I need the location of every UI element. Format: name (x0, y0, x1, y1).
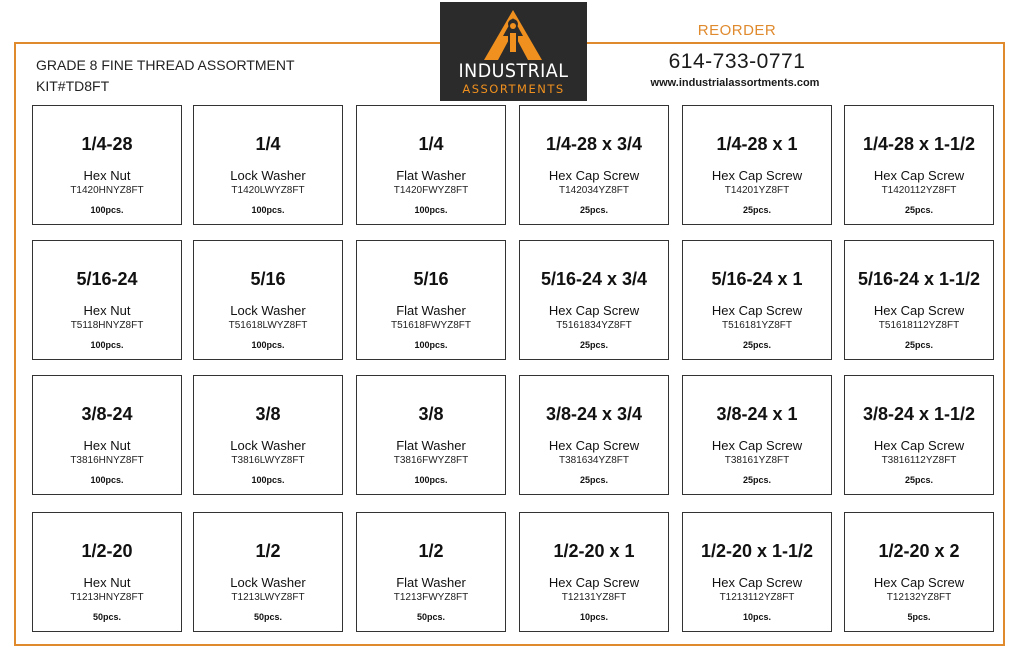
compartment-quantity: 50pcs. (416, 612, 446, 622)
compartment-card (32, 105, 182, 225)
compartment-type: Hex Cap Screw (873, 168, 965, 183)
reorder-website: www.industrialassortments.com (650, 77, 820, 89)
compartment-type: Hex Cap Screw (711, 168, 803, 183)
compartment-part-number: T3816LWYZ8FT (231, 455, 305, 466)
compartment-quantity: 25pcs. (579, 205, 609, 215)
compartment-part-number: T1213HNYZ8FT (70, 592, 144, 603)
compartment-quantity: 100pcs. (90, 340, 124, 350)
compartment-card (682, 105, 832, 225)
compartment-type: Hex Cap Screw (711, 303, 803, 318)
compartment-card (193, 512, 343, 632)
compartment-part-number: T1213LWYZ8FT (231, 592, 305, 603)
compartment-card (519, 240, 669, 360)
compartment-quantity: 100pcs. (414, 205, 448, 215)
compartment-part-number: T51618112YZ8FT (878, 320, 960, 331)
compartment-part-number: T12131YZ8FT (561, 592, 627, 603)
compartment-part-number: T516181YZ8FT (721, 320, 793, 331)
compartment-type: Flat Washer (396, 575, 466, 590)
logo-text-industrial: INDUSTRIAL (458, 60, 569, 82)
compartment-quantity: 100pcs. (90, 205, 124, 215)
compartment-card (32, 375, 182, 495)
compartment-size: 5/16 (250, 269, 286, 289)
compartment-quantity: 25pcs. (579, 340, 609, 350)
compartment-type: Lock Washer (230, 168, 306, 183)
compartment-part-number: T1420HNYZ8FT (70, 185, 144, 196)
compartment-part-number: T381634YZ8FT (558, 455, 630, 466)
compartment-card (356, 512, 506, 632)
compartment-card (519, 375, 669, 495)
compartment-quantity: 10pcs. (579, 612, 609, 622)
compartment-quantity: 10pcs. (742, 612, 772, 622)
compartment-card (682, 375, 832, 495)
compartment-part-number: T1420112YZ8FT (881, 185, 957, 196)
compartment-size: 1/2 (255, 541, 281, 561)
compartment-size: 5/16-24 x 1 (711, 269, 803, 289)
compartment-quantity: 50pcs. (253, 612, 283, 622)
compartment-type: Hex Cap Screw (711, 575, 803, 590)
compartment-size: 1/4 (255, 134, 281, 154)
compartment-size: 5/16-24 x 1-1/2 (857, 269, 981, 289)
compartment-part-number: T142034YZ8FT (558, 185, 630, 196)
compartment-size: 1/2-20 x 1-1/2 (700, 541, 814, 561)
compartment-type: Hex Nut (83, 575, 131, 590)
compartment-part-number: T3816112YZ8FT (881, 455, 957, 466)
compartment-type: Lock Washer (230, 303, 306, 318)
compartment-part-number: T3816FWYZ8FT (393, 455, 469, 466)
compartment-part-number: T5118HNYZ8FT (70, 320, 144, 331)
kit-title: GRADE 8 FINE THREAD ASSORTMENT (36, 57, 295, 73)
compartment-size: 3/8 (418, 404, 444, 424)
compartment-quantity: 50pcs. (92, 612, 122, 622)
compartment-part-number: T3816HNYZ8FT (70, 455, 144, 466)
compartment-quantity: 100pcs. (251, 340, 285, 350)
compartment-card (519, 105, 669, 225)
reorder-phone: 614-733-0771 (668, 50, 806, 73)
compartment-part-number: T51618FWYZ8FT (390, 320, 472, 331)
compartment-size: 5/16-24 x 3/4 (540, 269, 648, 289)
compartment-card (844, 105, 994, 225)
reorder-label: REORDER (662, 22, 812, 39)
compartment-part-number: T5161834YZ8FT (556, 320, 632, 331)
compartment-card (193, 240, 343, 360)
compartment-quantity: 25pcs. (904, 205, 934, 215)
compartment-type: Flat Washer (396, 168, 466, 183)
compartment-size: 1/4 (418, 134, 444, 154)
compartment-card (193, 375, 343, 495)
kit-number: KIT#TD8FT (36, 78, 110, 94)
compartment-card (32, 240, 182, 360)
compartment-card (356, 105, 506, 225)
compartment-size: 3/8 (255, 404, 281, 424)
compartment-quantity: 100pcs. (251, 205, 285, 215)
compartment-size: 3/8-24 x 3/4 (545, 404, 643, 424)
compartment-size: 1/4-28 (81, 134, 133, 154)
compartment-size: 1/4-28 x 1-1/2 (862, 134, 976, 154)
compartment-type: Lock Washer (230, 575, 306, 590)
compartment-size: 1/2-20 x 1 (553, 541, 635, 561)
compartment-type: Hex Cap Screw (548, 303, 640, 318)
compartment-part-number: T1213FWYZ8FT (393, 592, 469, 603)
compartment-size: 5/16 (413, 269, 449, 289)
compartment-card (682, 240, 832, 360)
compartment-type: Hex Nut (83, 438, 131, 453)
compartment-card (682, 512, 832, 632)
compartment-size: 1/2-20 x 2 (878, 541, 960, 561)
compartment-type: Hex Cap Screw (548, 438, 640, 453)
compartment-type: Hex Cap Screw (711, 438, 803, 453)
compartment-type: Hex Cap Screw (548, 575, 640, 590)
compartment-quantity: 25pcs. (742, 205, 772, 215)
industrial-assortments-logo (440, 2, 587, 101)
compartment-quantity: 100pcs. (90, 475, 124, 485)
compartment-type: Flat Washer (396, 303, 466, 318)
compartment-card (356, 240, 506, 360)
compartment-card (844, 240, 994, 360)
compartment-size: 1/2-20 (81, 541, 133, 561)
compartment-part-number: T51618LWYZ8FT (228, 320, 308, 331)
logo-text-assortments: ASSORTMENTS (462, 82, 565, 96)
compartment-type: Hex Cap Screw (873, 575, 965, 590)
compartment-part-number: T1420FWYZ8FT (393, 185, 469, 196)
compartment-card (32, 512, 182, 632)
compartment-part-number: T12132YZ8FT (886, 592, 952, 603)
compartment-part-number: T14201YZ8FT (724, 185, 790, 196)
compartment-card (193, 105, 343, 225)
compartment-size: 3/8-24 x 1-1/2 (862, 404, 976, 424)
compartment-size: 1/4-28 x 3/4 (545, 134, 643, 154)
compartment-size: 3/8-24 x 1 (716, 404, 798, 424)
compartment-size: 1/2 (418, 541, 444, 561)
compartment-type: Hex Cap Screw (873, 438, 965, 453)
compartment-part-number: T1213112YZ8FT (719, 592, 795, 603)
compartment-size: 3/8-24 (81, 404, 133, 424)
compartment-type: Hex Cap Screw (548, 168, 640, 183)
compartment-card (844, 512, 994, 632)
compartment-type: Hex Cap Screw (873, 303, 965, 318)
compartment-quantity: 100pcs. (414, 340, 448, 350)
compartment-quantity: 25pcs. (742, 475, 772, 485)
compartment-card (519, 512, 669, 632)
compartment-size: 1/4-28 x 1 (716, 134, 798, 154)
compartment-quantity: 25pcs. (904, 475, 934, 485)
compartment-quantity: 100pcs. (414, 475, 448, 485)
compartment-quantity: 100pcs. (251, 475, 285, 485)
compartment-part-number: T38161YZ8FT (724, 455, 790, 466)
compartment-card (844, 375, 994, 495)
compartment-type: Hex Nut (83, 168, 131, 183)
compartment-type: Lock Washer (230, 438, 306, 453)
compartment-card (356, 375, 506, 495)
compartment-type: Flat Washer (396, 438, 466, 453)
compartment-quantity: 25pcs. (742, 340, 772, 350)
compartment-quantity: 25pcs. (904, 340, 934, 350)
compartment-part-number: T1420LWYZ8FT (231, 185, 305, 196)
compartment-quantity: 5pcs. (907, 612, 931, 622)
compartment-size: 5/16-24 (76, 269, 138, 289)
compartment-quantity: 25pcs. (579, 475, 609, 485)
compartment-type: Hex Nut (83, 303, 131, 318)
